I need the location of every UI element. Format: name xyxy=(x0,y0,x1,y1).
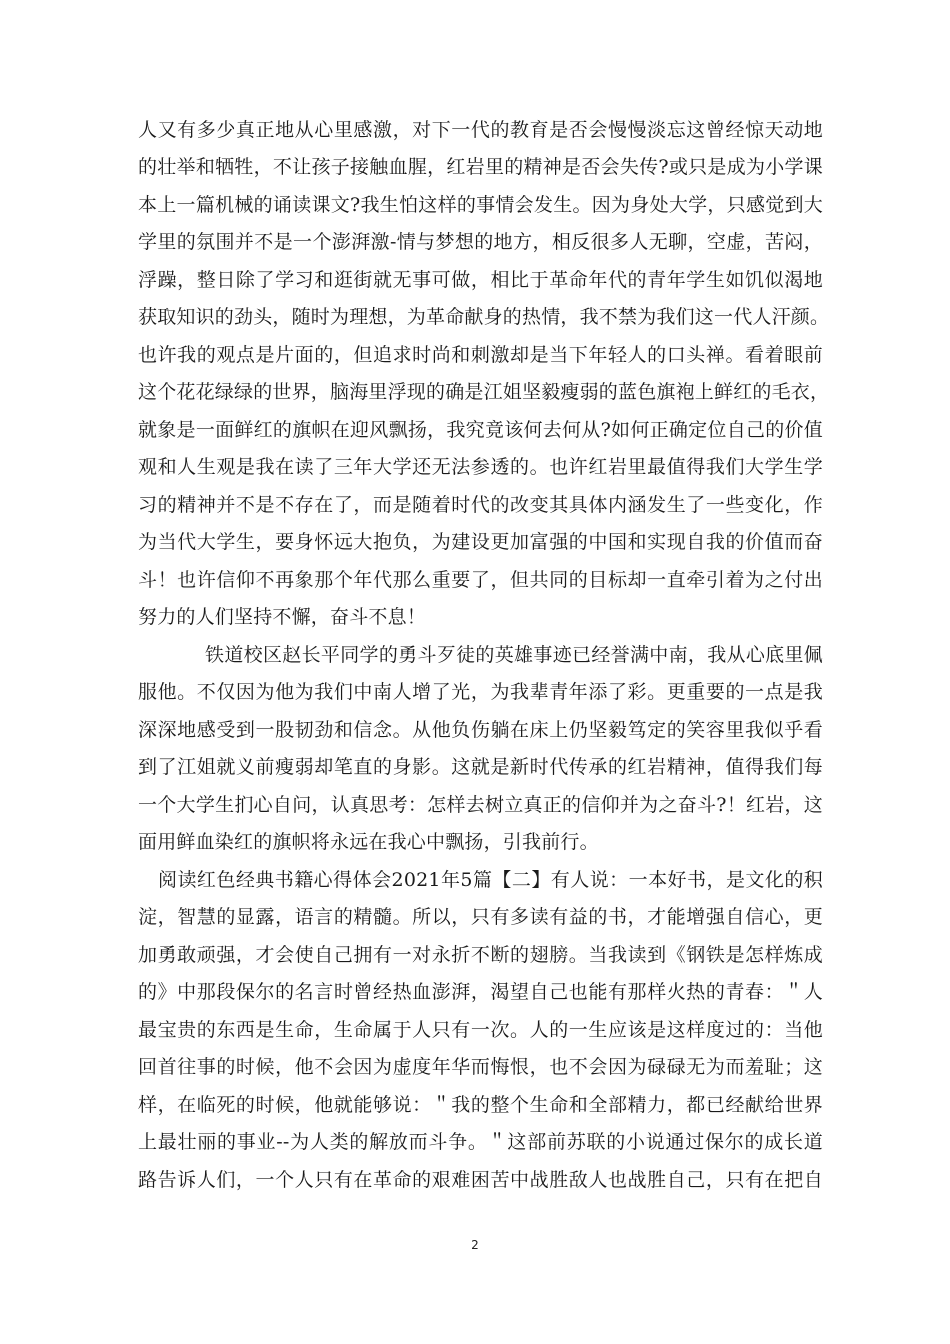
text-line: 的壮举和牺牲，不让孩子接触血腥，红岩里的精神是否会失传?或只是成为小学课 xyxy=(138,156,823,178)
text-line: 一个大学生扪心自问，认真思考：怎样去树立真正的信仰并为之奋斗?！红岩，这 xyxy=(138,794,823,816)
text-line: 的》中那段保尔的名言时曾经热血澎湃，渴望自己也能有那样火热的青春：＂人 xyxy=(138,981,823,1003)
text-line: 也许我的观点是片面的，但追求时尚和刺激却是当下年轻人的口头禅。看着眼前 xyxy=(138,344,823,366)
text-line: 人又有多少真正地从心里感激，对下一代的教育是否会慢慢淡忘这曾经惊天动地 xyxy=(138,119,823,141)
text-line: 就象是一面鲜红的旗帜在迎风飘扬，我究竟该何去何从?如何正确定位自己的价值 xyxy=(138,419,823,441)
text-line: 获取知识的劲头，随时为理想，为革命献身的热情，我不禁为我们这一代人汗颜。 xyxy=(138,306,830,328)
text-line: 浮躁，整日除了学习和逛街就无事可做，相比于革命年代的青年学生如饥似渴地 xyxy=(138,269,823,291)
text-line: 加勇敢顽强，才会使自己拥有一对永折不断的翅膀。当我读到《钢铁是怎样炼成 xyxy=(138,944,823,966)
page-number: 2 xyxy=(471,1238,479,1252)
text-line: 样，在临死的时候，他就能够说：＂我的整个生命和全部精力，都已经献给世界 xyxy=(138,1094,823,1116)
text-line: 观和人生观是我在读了三年大学还无法参透的。也许红岩里最值得我们大学生学 xyxy=(138,456,823,478)
text-line: 路告诉人们，一个人只有在革命的艰难困苦中战胜敌人也战胜自己，只有在把自 xyxy=(138,1169,823,1191)
text-line: 本上一篇机械的诵读课文?我生怕这样的事情会发生。因为身处大学，只感觉到大 xyxy=(138,194,823,216)
text-line: 回首往事的时候，他不会因为虚度年华而悔恨，也不会因为碌碌无为而羞耻；这 xyxy=(138,1056,823,1078)
text-line: 努力的人们坚持不懈，奋斗不息！ xyxy=(138,606,427,628)
text-line: 服他。不仅因为他为我们中南人增了光，为我辈青年添了彩。更重要的一点是我 xyxy=(138,681,823,703)
text-line: 到了江姐就义前瘦弱却笔直的身影。这就是新时代传承的红岩精神，值得我们每 xyxy=(138,756,823,778)
paragraph-first-line: 阅读红色经典书籍心得体会2021年5篇【二】有人说：一本好书，是文化的积 xyxy=(158,869,823,891)
text-line: 学里的氛围并不是一个澎湃激-情与梦想的地方，相反很多人无聊，空虚，苦闷， xyxy=(138,231,823,253)
text-line: 面用鲜血染红的旗帜将永远在我心中飘扬，引我前行。 xyxy=(138,831,599,853)
text-line: 上最壮丽的事业--为人类的解放而斗争。＂这部前苏联的小说通过保尔的成长道 xyxy=(138,1131,823,1153)
text-line: 为当代大学生，要身怀远大抱负，为建设更加富强的中国和实现自我的价值而奋 xyxy=(138,531,823,553)
text-line: 习的精神并不是不存在了，而是随着时代的改变其具体内涵发生了一些变化，作 xyxy=(138,494,823,516)
text-line: 淀，智慧的显露，语言的精髓。所以，只有多读有益的书，才能增强自信心，更 xyxy=(138,906,823,928)
text-line: 这个花花绿绿的世界，脑海里浮现的确是江姐坚毅瘦弱的蓝色旗袍上鲜红的毛衣， xyxy=(138,381,830,403)
text-line: 深深地感受到一股韧劲和信念。从他负伤躺在床上仍坚毅笃定的笑容里我似乎看 xyxy=(138,719,823,741)
paragraph-first-line: 铁道校区赵长平同学的勇斗歹徒的英雄事迹已经誉满中南，我从心底里佩 xyxy=(205,644,823,666)
text-line: 最宝贵的东西是生命，生命属于人只有一次。人的一生应该是这样度过的：当他 xyxy=(138,1019,823,1041)
text-line: 斗！也许信仰不再象那个年代那么重要了，但共同的目标却一直牵引着为之付出 xyxy=(138,569,823,591)
